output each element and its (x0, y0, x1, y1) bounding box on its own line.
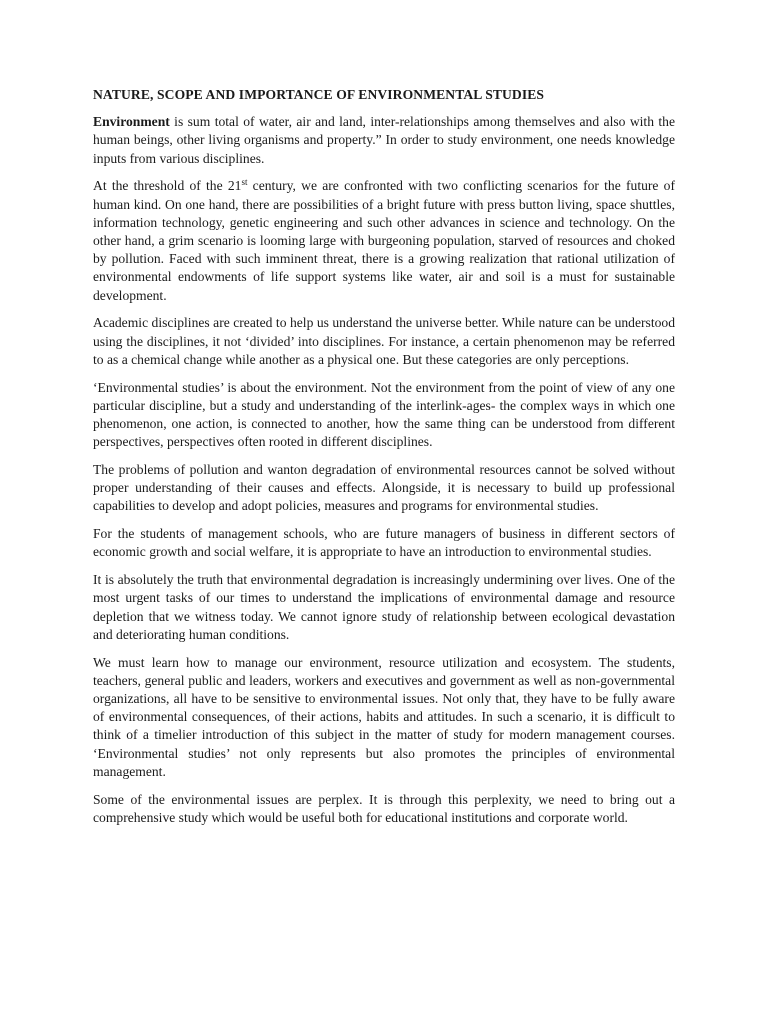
paragraph-management-students: For the students of management schools, who are future managers of business in different sectors of economic growth and social welfare, it is appropriate to have an introduction to environmental studies. (93, 526, 675, 560)
paragraph-text: At the threshold of the 21 (93, 178, 242, 194)
document-title: NATURE, SCOPE AND IMPORTANCE OF ENVIRONMENTAL STUDIES (93, 87, 545, 102)
paragraph-manage-environment: We must learn how to manage our environment, resource utilization and ecosystem. The students, teachers, general public and leaders, workers and executives and government as well as non-governmental organizations, all have to be sensitive to environmental issues. Not only that, they have to be fully aware of environmental consequences, of their actions, habits and attitudes. In such a scenario, it is difficult to think of a timelier introduction of this subject in the matter of study for modern management courses. ‘Environmental studies’ not only represents but also promotes the principles of environmental management. (93, 654, 675, 779)
paragraph-academic-disciplines: Academic disciplines are created to help us understand the universe better. While nature can be understood using the disciplines, it not ‘divided’ into disciplines. For instance, a certain phenomenon may be referred to as a chemical change while another as a physical one. But these categories are only perceptions. (93, 315, 675, 367)
paragraph-pollution-problems: The problems of pollution and wanton degradation of environmental resources cannot be solved without proper understanding of their causes and effects. Alongside, it is necessary to build up professional capabilities to develop and adopt policies, measures and programs for environmental studies. (93, 462, 675, 514)
paragraph-text: century, we are confronted with two conflicting scenarios for the future of human kind. On one hand, there are possibilities of a bright future with press button living, space shuttles, information technology, genetic engineering and such other advances in science and technology. On the other hand, a grim scenario is looming large with burgeoning population, starved of resources and choked by pollution. Faced with such imminent threat, there is a growing realization that rational utilization of environmental endowments of life support systems like water, air and soil is a must for sustainable development. (93, 178, 675, 303)
document-page (93, 86, 675, 837)
paragraph-21st-century (93, 177, 675, 304)
term-environment: Environment (93, 114, 170, 130)
superscript-ordinal: st (241, 177, 248, 188)
paragraph-environment-definition (93, 113, 675, 168)
paragraph-environmental-studies: ‘Environmental studies’ is about the environment. Not the environment from the point of view of any one particular discipline, but a study and understanding of the interlink-ages- the complex ways in which one phenomenon, one action, is connected to another, how the same thing can be understood from different perspectives, perspectives often rooted in different disciplines. (93, 379, 675, 450)
paragraph-degradation-truth: It is absolutely the truth that environmental degradation is increasingly undermining over lives. One of the most urgent tasks of our times to understand the implications of environmental damage and resource depletion that we witness today. We cannot ignore study of relationship between ecological devastation and deteriorating human conditions. (93, 572, 675, 642)
paragraph-text: is sum total of water, air and land, inter-relationships among themselves and also with the human beings, other living organisms and property.” In order to study environment, one needs knowledge inputs from various disciplines. (93, 114, 675, 166)
paragraph-perplex-issues: Some of the environmental issues are perplex. It is through this perplexity, we need to bring out a comprehensive study which would be useful both for educational institutions and corporate world. (93, 791, 675, 825)
